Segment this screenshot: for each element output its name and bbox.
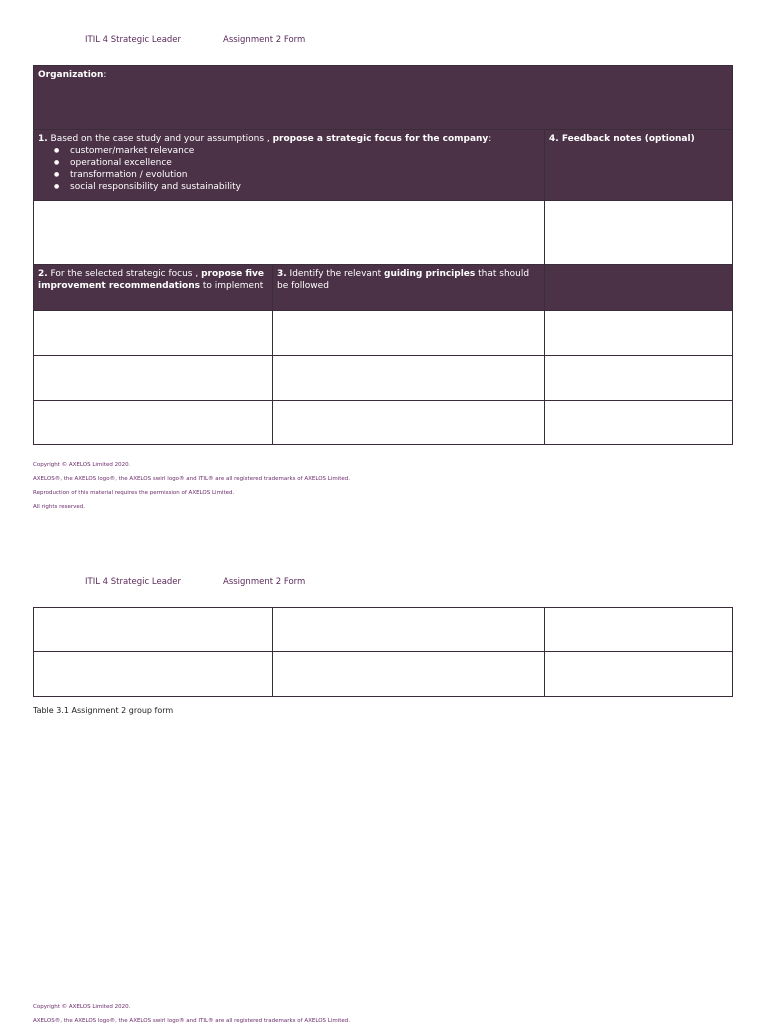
rights-text: All rights reserved.: [33, 504, 86, 510]
trademark-text: AXELOS®, the AXELOS logo®, the AXELOS swirl logo® and ITIL® are all registered trademarks of AXELOS Limited.: [33, 1018, 351, 1024]
list-item: ● transformation / evolution: [70, 169, 540, 181]
header-course: ITIL 4 Strategic Leader: [85, 577, 182, 587]
copyright-text: Copyright © AXELOS Limited 2020.: [33, 462, 131, 468]
list-item: ● customer/market relevance: [70, 145, 540, 157]
assignment-form-continuation-table: [33, 607, 733, 697]
recommendation-cell[interactable]: [34, 652, 273, 697]
header-form-name: Assignment 2 Form: [223, 35, 306, 45]
principle-cell[interactable]: [273, 608, 545, 652]
table-row: [34, 608, 733, 652]
question-2-header: 2. For the selected strategic focus , propose five improvement recommendations to implement: [34, 265, 273, 311]
table-row: [34, 311, 733, 356]
reproduction-text: Reproduction of this material requires the permission of AXELOS Limited.: [33, 490, 235, 496]
header-form-name: Assignment 2 Form: [223, 577, 306, 587]
organization-label: Organization: [38, 70, 104, 80]
copyright-text: Copyright © AXELOS Limited 2020.: [33, 1004, 131, 1010]
table-caption: Table 3.1 Assignment 2 group form: [33, 706, 174, 715]
table-row: [34, 356, 733, 401]
recommendation-cell[interactable]: [34, 401, 273, 445]
page-footer-1: [33, 458, 350, 514]
feedback-cell[interactable]: [545, 356, 733, 401]
feedback-answer-cell[interactable]: [545, 201, 733, 265]
list-item: ● operational excellence: [70, 157, 540, 169]
trademark-text: AXELOS®, the AXELOS logo®, the AXELOS swirl logo® and ITIL® are all registered trademarks of AXELOS Limited.: [33, 476, 351, 482]
principle-cell[interactable]: [273, 311, 545, 356]
strategic-focus-answer-cell[interactable]: [34, 201, 545, 265]
header-course: ITIL 4 Strategic Leader: [85, 35, 182, 45]
recommendation-cell[interactable]: [34, 608, 273, 652]
question-1-header: 1. Based on the case study and your assumptions , propose a strategic focus for the company: ● customer/market relevance ● operational excellence ● transformation / evolution ● social responsibility and sustainability: [34, 130, 545, 201]
recommendation-cell[interactable]: [34, 356, 273, 401]
feedback-cell[interactable]: [545, 401, 733, 445]
list-item: ● social responsibility and sustainability: [70, 181, 540, 193]
feedback-cell[interactable]: [545, 652, 733, 697]
feedback-cell[interactable]: [545, 608, 733, 652]
organization-cell[interactable]: Organization:: [34, 66, 733, 130]
principle-cell[interactable]: [273, 652, 545, 697]
assignment-form-table: [33, 65, 733, 445]
table-row: [34, 652, 733, 697]
question-3-header: 3. Identify the relevant guiding principles that should be followed: [273, 265, 545, 311]
recommendation-cell[interactable]: [34, 311, 273, 356]
principle-cell[interactable]: [273, 401, 545, 445]
feedback-cell[interactable]: [545, 311, 733, 356]
table-row: [34, 401, 733, 445]
principle-cell[interactable]: [273, 356, 545, 401]
strategic-focus-options: [38, 145, 540, 193]
question-4-header: 4. Feedback notes (optional): [545, 130, 733, 201]
feedback-header-blank: [545, 265, 733, 311]
